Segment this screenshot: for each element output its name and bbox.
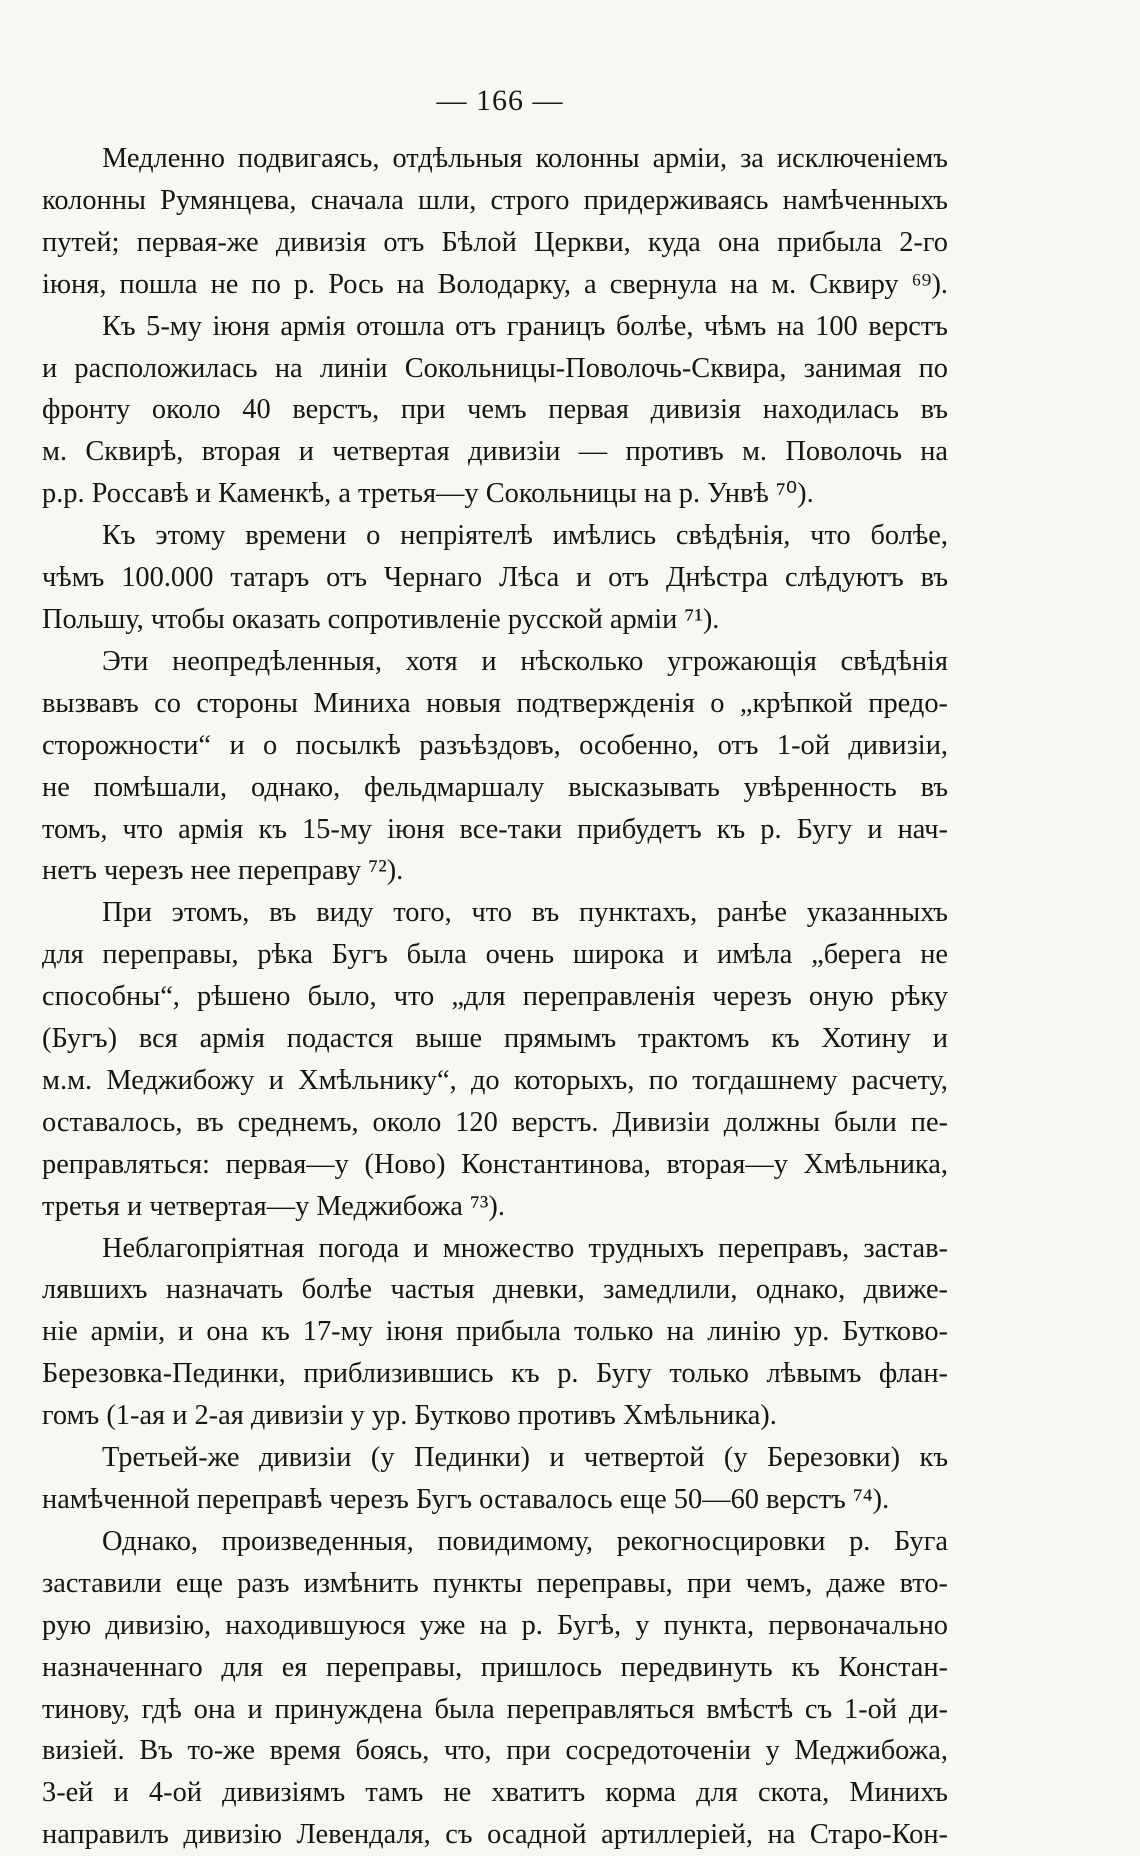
paragraph-2 (42, 306, 948, 516)
text-line: 3-ей и 4-ой дивизіямъ тамъ не хватитъ корма для скота, Минихъ (42, 1777, 948, 1809)
text-line: путей; первая-же дивизія отъ Бѣлой Церкви, куда она прибыла 2-го (42, 226, 948, 258)
text-line: Польшу, чтобы оказать сопротивленіе русской арміи ⁷¹). (42, 603, 720, 635)
text-line: Къ 5-му іюня армія отошла отъ границъ болѣе, чѣмъ на 100 верстъ (102, 310, 948, 342)
text-line: для переправы, рѣка Бугъ была очень широка и имѣла „берега не (42, 939, 948, 971)
text-line: и расположилась на линіи Сокольницы-Поволочь-Сквира, занимая по (42, 352, 948, 384)
body-text (42, 138, 948, 1856)
page-number: — 166 — (436, 84, 564, 117)
paragraph-3 (42, 515, 948, 641)
paragraph-8 (42, 1521, 948, 1856)
text-line: нетъ черезъ нее переправу ⁷²). (42, 855, 404, 887)
text-line: намѣченной переправѣ черезъ Бугъ оставалось еще 50—60 верстъ ⁷⁴). (42, 1484, 890, 1515)
text-line: Третьей-же дивизіи (у Пединки) и четвертой (у Березовки) къ (102, 1442, 948, 1474)
text-line: (Бугъ) вся армія подастся выше прямымъ трактомъ къ Хотину и (42, 1023, 948, 1055)
paragraph-7 (42, 1437, 948, 1521)
text-line: сторожности“ и о посылкѣ разъѣздовъ, особенно, отъ 1-ой дивизіи, (42, 729, 948, 761)
text-line: способны“, рѣшено было, что „для переправленія черезъ оную рѣку (42, 981, 948, 1013)
text-line: направилъ дивизію Левендаля, съ осадной артиллеріей, на Старо-Кон- (42, 1819, 948, 1851)
paragraph-5 (42, 892, 948, 1227)
text-line: назначеннаго для ея переправы, пришлось передвинуть къ Констан- (42, 1651, 948, 1683)
paragraph-4 (42, 641, 948, 892)
text-line: оставалось, въ среднемъ, около 120 верстъ. Дивизіи должны были пе- (42, 1106, 948, 1138)
text-line: рую дивизію, находившуюся уже на р. Бугѣ, у пункта, первоначально (42, 1609, 948, 1641)
text-line: тинову, гдѣ она и принуждена была переправляться вмѣстѣ съ 1-ой ди- (42, 1693, 948, 1725)
text-line: Неблагопріятная погода и множество трудныхъ переправъ, застав- (102, 1232, 948, 1264)
text-line: гомъ (1-ая и 2-ая дивизіи у ур. Бутково противъ Хмѣльника). (42, 1400, 777, 1432)
text-line: Березовка-Пединки, приблизившись къ р. Бугу только лѣвымъ флан- (42, 1358, 948, 1390)
text-line: Къ этому времени о непріятелѣ имѣлись свѣдѣнія, что болѣе, (102, 520, 948, 552)
text-line: При этомъ, въ виду того, что въ пунктахъ, ранѣе указанныхъ (102, 897, 948, 929)
text-line: третья и четвертая—у Меджибожа ⁷³). (42, 1190, 505, 1222)
text-line: заставили еще разъ измѣнить пункты переправы, при чемъ, даже вто- (42, 1567, 948, 1599)
text-line: реправляться: первая—у (Ново) Константинова, вторая—у Хмѣльника, (42, 1148, 948, 1180)
text-line: Медленно подвигаясь, отдѣльныя колонны арміи, за исключеніемъ (102, 143, 948, 174)
text-line: чѣмъ 100.000 татаръ отъ Чернаго Лѣса и отъ Днѣстра слѣдуютъ въ (42, 562, 948, 594)
text-line: визіей. Въ то-же время боясь, что, при сосредоточеніи у Меджибожа, (42, 1735, 948, 1767)
text-line: ніе арміи, и она къ 17-му іюня прибыла только на линію ур. Бутково- (42, 1316, 948, 1348)
text-line: лявшихъ назначать болѣе частыя дневки, замедлили, однако, движе- (42, 1274, 948, 1306)
text-line: м.м. Меджибожу и Хмѣльнику“, до которыхъ, по тогдашнему расчету, (42, 1064, 948, 1096)
text-line: Однако, произведенныя, повидимому, рекогносцировки р. Буга (102, 1525, 948, 1557)
text-line: колонны Румянцева, сначала шли, строго придерживаясь намѣченныхъ (42, 184, 948, 216)
paragraph-6 (42, 1228, 948, 1438)
text-line: м. Сквирѣ, вторая и четвертая дивизіи — противъ м. Поволочь на (42, 436, 948, 468)
text-line: томъ, что армія къ 15-му іюня все-таки прибудетъ къ р. Бугу и нач- (42, 813, 948, 845)
text-line: фронту около 40 верстъ, при чемъ первая дивизія находилась въ (42, 394, 948, 426)
paragraph-1 (42, 138, 948, 306)
text-line: Эти неопредѣленныя, хотя и нѣсколько угрожающія свѣдѣнія (102, 645, 948, 677)
text-line: не помѣшали, однако, фельдмаршалу высказывать увѣренность въ (42, 771, 948, 803)
text-line: вызвавъ со стороны Миниха новыя подтвержденія о „крѣпкой предо- (42, 687, 948, 719)
text-line: р.р. Россавѣ и Каменкѣ, а третья—у Сокольницы на р. Унвѣ ⁷⁰). (42, 478, 814, 510)
text-line: іюня, пошла не по р. Рось на Володарку, а свернула на м. Сквиру ⁶⁹). (42, 268, 948, 300)
